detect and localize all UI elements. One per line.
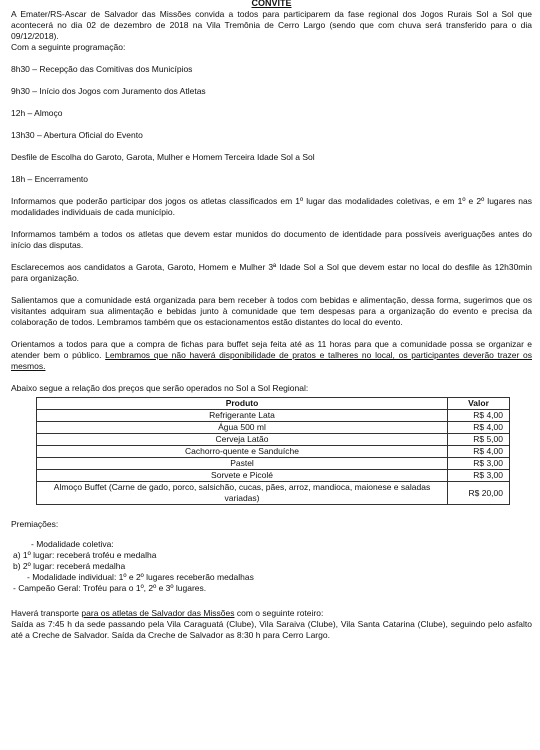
transport-prefix: Haverá transporte	[11, 608, 82, 618]
table-row	[37, 458, 510, 470]
price-table-header	[37, 398, 510, 410]
schedule-item: 12h – Almoço	[11, 108, 63, 118]
price-cell: R$ 5,00	[448, 434, 510, 446]
intro-paragraph: A Emater/RS-Ascar de Salvador das Missões convida a todos para participarem da fase regional dos Jogos Rurais Sol a Sol que acontecerá no dia 02 de dezembro de 2018 na Vila Tremônia de Cerro Largo (sendo que com chuva será transferido para o dia 09/12/2018).	[11, 9, 532, 41]
price-cell: R$ 20,00	[448, 482, 510, 505]
schedule-item: 9h30 – Início dos Jogos com Juramento dos Atletas	[11, 86, 206, 96]
product-cell: Almoço Buffet (Carne de gado, porco, salsichão, cucas, pães, arroz, mandioca, maionese e saladas variadas)	[37, 482, 448, 505]
transport-underlined: para os atletas de Salvador das Missões	[81, 608, 235, 618]
awards-heading: Premiações:	[11, 519, 59, 529]
schedule-item: 8h30 – Recepção das Comitivas dos Municípios	[11, 64, 193, 74]
document-title: CONVITE	[251, 0, 292, 8]
schedule-item: 13h30 – Abertura Oficial do Evento	[11, 130, 143, 140]
table-row	[37, 410, 510, 422]
product-cell: Cachorro-quente e Sanduíche	[37, 446, 448, 458]
product-cell: Refrigerante Lata	[37, 410, 448, 422]
price-cell: R$ 4,00	[448, 446, 510, 458]
product-cell: Cerveja Latão	[37, 434, 448, 446]
buffet-paragraph	[11, 339, 532, 372]
price-cell: R$ 4,00	[448, 410, 510, 422]
awards-line: a) 1º lugar: receberá troféu e medalha	[13, 550, 157, 560]
table-row	[37, 470, 510, 482]
price-table	[36, 397, 510, 505]
id-document-paragraph: Informamos também a todos os atletas que devem estar munidos do documento de identidade para possíveis averiguações antes do início das disputas.	[11, 229, 532, 250]
header-value: Valor	[448, 398, 510, 410]
candidates-paragraph: Esclarecemos aos candidatos a Garota, Garoto, Homem e Mulher 3ª Idade Sol a Sol que devem estar no local do desfile às 12h30min para organização.	[11, 262, 532, 283]
buffet-underlined-text: Lembramos que não haverá disponibilidade de pratos e talheres no local, os participantes deverão trazer os mesmos.	[11, 350, 532, 371]
price-cell: R$ 4,00	[448, 422, 510, 434]
schedule-item: 18h – Encerramento	[11, 174, 89, 184]
schedule-item: Desfile de Escolha do Garoto, Garota, Mulher e Homem Terceira Idade Sol a Sol	[11, 152, 315, 162]
product-cell: Água 500 ml	[37, 422, 448, 434]
awards-line: - Campeão Geral: Troféu para o 1º, 2º e 3º lugares.	[13, 583, 207, 593]
buffet-text: Orientamos a todos para que a compra de fichas para buffet seja feita até as 11 horas para que a comunidade possa se organizar e atender bem o público.	[11, 339, 532, 360]
eligibility-paragraph: Informamos que poderão participar dos jogos os atletas classificados em 1º lugar das modalidades coletivas, e em 1º e 2º lugares nas modalidades individuais de cada município.	[11, 196, 532, 217]
prices-intro: Abaixo segue a relação dos preços que serão operados no Sol a Sol Regional:	[11, 383, 309, 393]
awards-section	[11, 519, 532, 594]
product-cell: Pastel	[37, 458, 448, 470]
awards-line: - Modalidade coletiva:	[31, 539, 114, 549]
table-row	[37, 446, 510, 458]
community-paragraph: Salientamos que a comunidade está organizada para bem receber à todos com bebidas e alimentação, dessa forma, sugerimos que os visitantes adquiram sua alimentação e bebidas junto à comunidade que tem despesas para a organização do evento e precisa da colaboração de todos. Lembramos também que os estacionamentos estão distantes do local do evento.	[11, 295, 532, 327]
transport-suffix: com o seguinte roteiro:	[234, 608, 324, 618]
price-cell: R$ 3,00	[448, 458, 510, 470]
transport-route: Saída as 7:45 h da sede passando pela Vila Caraguatá (Clube), Vila Saraiva (Clube), Vila Santa Catarina (Clube), seguindo pelo asfalto até a Creche de Salvador. Saída da Creche de Salvador as 8:30 h para Cerro Largo.	[11, 619, 532, 640]
table-row	[37, 482, 510, 505]
transport-intro	[11, 608, 532, 619]
awards-line: - Modalidade individual: 1º e 2º lugares receberão medalhas	[27, 572, 254, 582]
table-row	[37, 434, 510, 446]
table-row	[37, 422, 510, 434]
awards-line: b) 2º lugar: receberá medalha	[13, 561, 126, 571]
product-cell: Sorvete e Picolé	[37, 470, 448, 482]
schedule-intro: Com a seguinte programação:	[11, 42, 126, 52]
price-cell: R$ 3,00	[448, 470, 510, 482]
header-product: Produto	[37, 398, 448, 410]
